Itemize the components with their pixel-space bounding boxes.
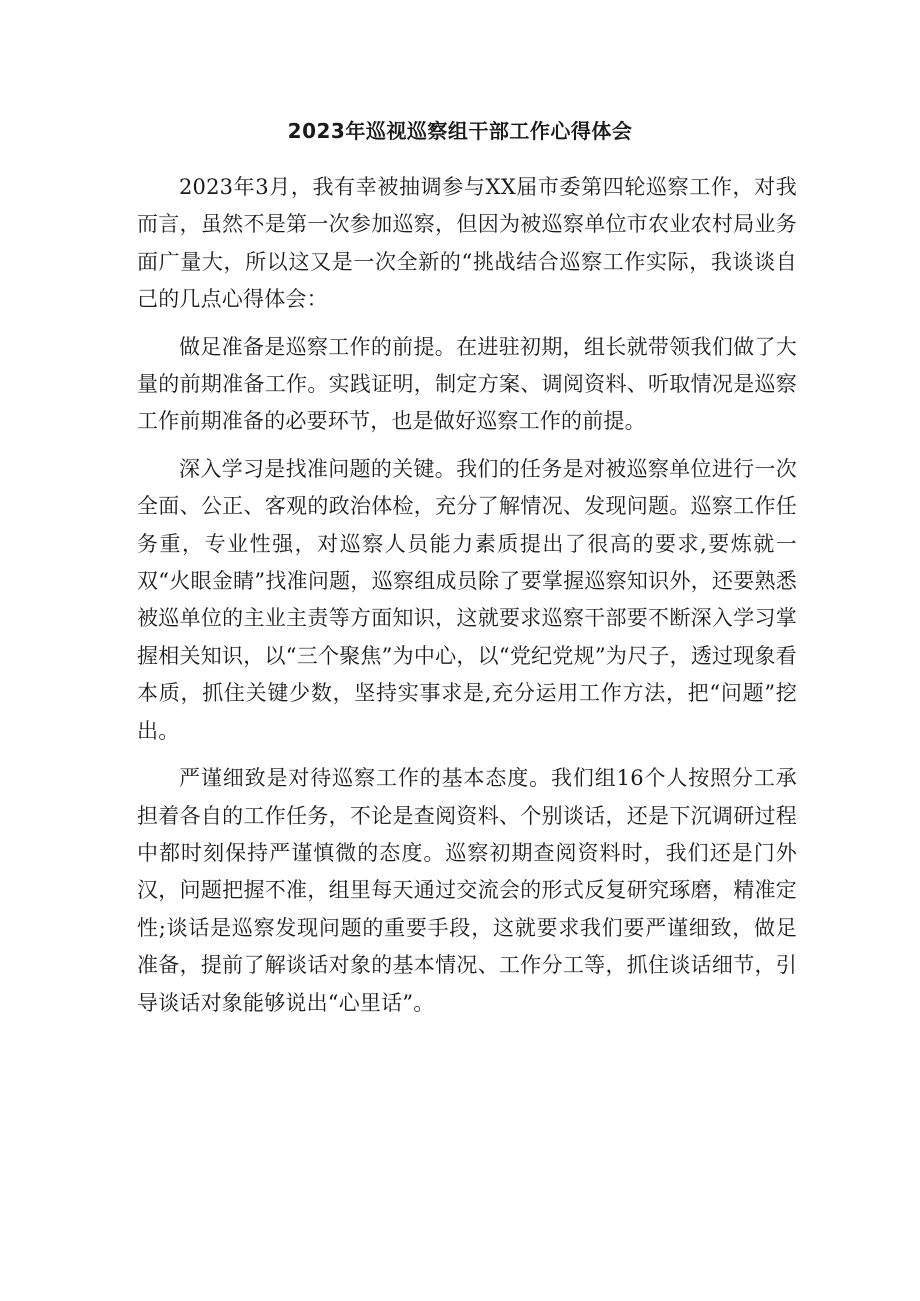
document-title: 2023年巡视巡察组干部工作心得体会 (287, 119, 633, 143)
paragraph-intro: 2023年3月，我有幸被抽调参与XX届市委第四轮巡察工作，对我而言，虽然不是第一次参加巡察，但因为被巡察单位市农业农村局业务面广量大，所以这又是一次全新的“挑战结合巡察工作实际，我谈谈自己的几点心得体会： (137, 175, 797, 312)
paragraph-rigor: 严谨细致是对待巡察工作的基本态度。我们组16个人按照分工承担着各自的工作任务，不论是查阅资料、个别谈话，还是下沉调研过程中都时刻保持严谨慎微的态度。巡察初期查阅资料时，我们还是门外汉，问题把握不准，组里每天通过交流会的形式反复研究琢磨，精准定性;谈话是巡察发现问题的重要手段，这就要求我们要严谨细致，做足准备，提前了解谈话对象的基本情况、工作分工等，抓住谈话细节，引导谈话对象能够说出“心里话”。 (137, 766, 797, 1015)
document-body (137, 169, 797, 1032)
paragraph-preparation: 做足准备是巡察工作的前提。在进驻初期，组长就带领我们做了大量的前期准备工作。实践证明，制定方案、调阅资料、听取情况是巡察工作前期准备的必要环节，也是做好巡察工作的前提。 (137, 334, 797, 434)
paragraph-study: 深入学习是找准问题的关键。我们的任务是对被巡察单位进行一次全面、公正、客观的政治体检，充分了解情况、发现问题。巡察工作任务重，专业性强，对巡察人员能力素质提出了很高的要求,要炼就一双“火眼金睛”找准问题，巡察组成员除了要掌握巡察知识外，还要熟悉被巡单位的主业主责等方面知识，这就要求巡察干部要不断深入学习掌握相关知识，以“三个聚焦”为中心，以“党纪党规”为尺子，透过现象看本质，抓住关键少数，坚持实事求是,充分运用工作方法，把“问题”挖出。 (137, 456, 797, 743)
